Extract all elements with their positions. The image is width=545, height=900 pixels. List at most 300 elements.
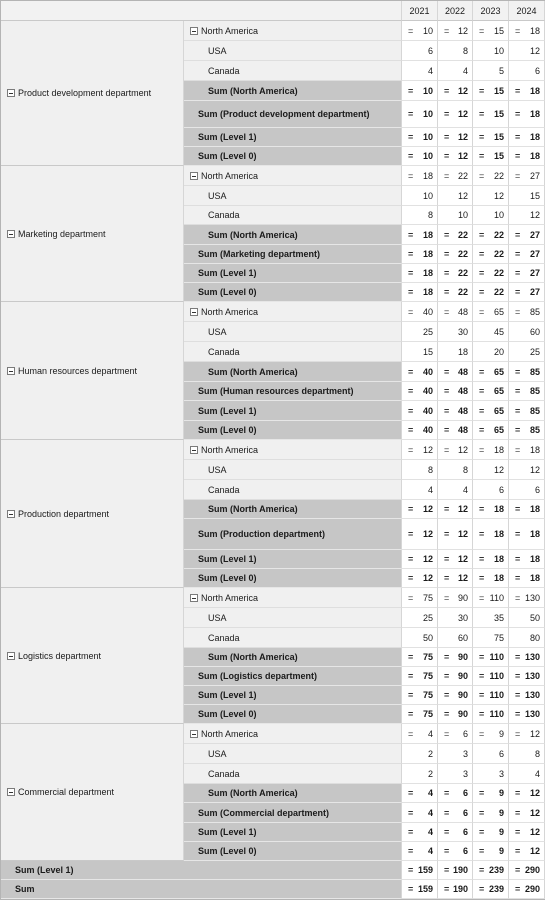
equals-mark: =	[479, 865, 485, 875]
department-header[interactable]	[1, 302, 184, 440]
sum-dept-label: Sum (Marketing department)	[198, 249, 321, 259]
equals-mark: =	[444, 788, 450, 798]
cell-value: 9	[498, 846, 504, 856]
equals-mark: =	[515, 573, 521, 583]
sum-region-value-cell	[473, 81, 509, 101]
collapse-icon[interactable]	[7, 788, 15, 796]
sum-l1-row-label	[184, 128, 402, 147]
sum-dept-value-cell	[473, 803, 509, 823]
equals-mark: =	[515, 85, 521, 96]
sum-dept-value-cell	[402, 382, 438, 401]
grand-total-text: Sum (Level 1)	[15, 865, 74, 875]
equals-mark: =	[444, 386, 450, 396]
sum-dept-value-cell	[402, 667, 438, 686]
sum-l1-value-cell	[402, 128, 438, 147]
sum-l0-value-cell	[473, 283, 509, 302]
sum-l1-value-cell	[402, 823, 438, 842]
sum-region-row-label	[184, 81, 402, 101]
sum-l0-label: Sum (Level 0)	[198, 573, 257, 583]
sum-l1-label: Sum (Level 1)	[198, 268, 257, 278]
sum-dept-value-cell	[402, 519, 438, 550]
cell-value: 18	[529, 504, 540, 514]
sum-dept-value-cell	[509, 519, 545, 550]
cell-value: 190	[452, 865, 468, 875]
equals-mark: =	[444, 425, 450, 435]
region-value-cell	[438, 302, 473, 322]
cell-value: 27	[529, 268, 540, 278]
cell-value: 12	[457, 151, 468, 161]
sum-l0-value-cell	[473, 147, 509, 166]
sum-dept-label: Sum (Product development department)	[198, 109, 370, 119]
equals-mark: =	[515, 287, 521, 297]
sum-dept-label: Sum (Human resources department)	[198, 386, 354, 396]
country-value-cell	[438, 206, 473, 225]
equals-mark: =	[479, 170, 485, 181]
country-value-cell	[509, 342, 545, 362]
equals-mark: =	[444, 529, 450, 539]
cell-value: 110	[489, 652, 504, 662]
cell-value: 3	[462, 768, 468, 779]
sum-l0-label: Sum (Level 0)	[198, 709, 257, 719]
cell-value: 18	[422, 268, 433, 278]
department-header[interactable]	[1, 21, 184, 166]
cell-value: 90	[457, 671, 468, 681]
cell-value: 18	[457, 346, 468, 357]
country-row-label	[184, 206, 402, 225]
sum-region-value-cell	[509, 784, 545, 803]
equals-mark: =	[408, 807, 414, 818]
equals-mark: =	[515, 865, 521, 875]
sum-l0-row-label	[184, 421, 402, 440]
cell-value: 75	[493, 632, 504, 643]
equals-mark: =	[408, 728, 414, 739]
sum-region-value-cell	[402, 500, 438, 519]
column-header-label: 2021	[409, 5, 430, 16]
sum-l1-value-cell	[509, 128, 545, 147]
sum-l0-value-cell	[509, 569, 545, 588]
equals-mark: =	[479, 690, 485, 700]
equals-mark: =	[515, 728, 521, 739]
sum-l1-value-cell	[473, 550, 509, 569]
sum-l0-value-cell	[438, 705, 473, 724]
sum-dept-value-cell	[509, 803, 545, 823]
country-label: Canada	[208, 65, 240, 76]
equals-mark: =	[444, 846, 450, 856]
region-value-cell	[402, 724, 438, 744]
grand-total-label	[1, 880, 402, 899]
cell-value: 4	[462, 484, 468, 495]
cell-value: 48	[457, 425, 468, 435]
cell-value: 12	[457, 444, 468, 455]
equals-mark: =	[479, 846, 485, 856]
cell-value: 75	[422, 671, 433, 681]
grand-total-value-cell	[438, 861, 473, 880]
sum-l0-label: Sum (Level 0)	[198, 425, 257, 435]
region-value-cell	[473, 440, 509, 460]
cell-value: 12	[422, 529, 433, 539]
cell-value: 18	[493, 504, 504, 514]
equals-mark: =	[444, 884, 450, 894]
cell-value: 75	[422, 592, 433, 603]
cell-value: 8	[462, 464, 468, 475]
collapse-icon[interactable]	[190, 446, 198, 454]
collapse-icon[interactable]	[7, 230, 15, 238]
country-row-label	[184, 744, 402, 764]
equals-mark: =	[444, 229, 450, 240]
equals-mark: =	[479, 554, 485, 564]
sum-region-value-cell	[438, 784, 473, 803]
cell-value: 22	[493, 249, 504, 259]
equals-mark: =	[515, 306, 521, 317]
sum-dept-value-cell	[509, 382, 545, 401]
equals-mark: =	[515, 884, 521, 894]
sum-l0-label: Sum (Level 0)	[198, 287, 257, 297]
country-label: USA	[208, 464, 227, 475]
cell-value: 159	[417, 884, 433, 894]
grand-total-value-cell	[473, 880, 509, 899]
sum-dept-value-cell	[438, 519, 473, 550]
cell-value: 190	[452, 884, 468, 894]
sum-l1-value-cell	[509, 686, 545, 705]
cell-value: 90	[457, 652, 468, 662]
cell-value: 18	[529, 132, 540, 142]
sum-l1-value-cell	[402, 550, 438, 569]
cell-value: 4	[427, 827, 433, 837]
equals-mark: =	[479, 405, 485, 416]
grand-total-text: Sum	[15, 884, 35, 894]
cell-value: 22	[457, 170, 468, 181]
collapse-icon[interactable]	[190, 594, 198, 602]
cell-value: 18	[529, 25, 540, 36]
equals-mark: =	[479, 529, 485, 539]
sum-region-value-cell	[438, 500, 473, 519]
grand-total-label	[1, 861, 402, 880]
sum-dept-value-cell	[438, 101, 473, 128]
cell-value: 10	[493, 210, 504, 220]
region-label: North America	[201, 170, 259, 181]
cell-value: 40	[422, 386, 433, 396]
equals-mark: =	[515, 425, 521, 435]
collapse-icon[interactable]	[190, 172, 198, 180]
sum-region-label: Sum (North America)	[208, 652, 298, 662]
equals-mark: =	[479, 151, 485, 161]
cell-value: 12	[457, 132, 468, 142]
sum-l0-row-label	[184, 283, 402, 302]
equals-mark: =	[408, 170, 414, 181]
sum-l0-row-label	[184, 569, 402, 588]
country-label: USA	[208, 612, 227, 623]
cell-value: 12	[529, 210, 540, 220]
equals-mark: =	[408, 690, 414, 700]
cell-value: 40	[422, 405, 433, 416]
cell-value: 18	[493, 444, 504, 455]
department-header[interactable]	[1, 166, 184, 302]
cell-value: 3	[462, 748, 468, 759]
sum-dept-value-cell	[438, 245, 473, 264]
cell-value: 239	[488, 884, 504, 894]
country-value-cell	[438, 186, 473, 206]
region-value-cell	[509, 166, 545, 186]
sum-l1-value-cell	[473, 686, 509, 705]
department-label: Production department	[18, 508, 110, 519]
equals-mark: =	[408, 573, 414, 583]
equals-mark: =	[408, 229, 414, 240]
region-row-label[interactable]	[184, 302, 402, 322]
cell-value: 85	[529, 306, 540, 317]
cell-value: 12	[457, 85, 468, 96]
equals-mark: =	[515, 109, 521, 119]
region-value-cell	[509, 21, 545, 41]
equals-mark: =	[515, 652, 521, 662]
region-value-cell	[473, 21, 509, 41]
sum-l1-value-cell	[473, 823, 509, 842]
country-label: USA	[208, 326, 227, 337]
region-label: North America	[201, 444, 259, 455]
collapse-icon[interactable]	[7, 89, 15, 97]
grand-total-value-cell	[438, 880, 473, 899]
country-value-cell	[473, 186, 509, 206]
country-value-cell	[402, 628, 438, 648]
sum-l0-value-cell	[473, 421, 509, 440]
country-value-cell	[438, 61, 473, 81]
sum-l0-label: Sum (Level 0)	[198, 846, 257, 856]
equals-mark: =	[515, 386, 521, 396]
country-label: Canada	[208, 210, 240, 220]
sum-region-row-label	[184, 500, 402, 519]
region-value-cell	[402, 588, 438, 608]
region-row-label[interactable]	[184, 440, 402, 460]
cell-value: 8	[427, 210, 433, 220]
equals-mark: =	[408, 287, 414, 297]
cell-value: 25	[422, 612, 433, 623]
collapse-icon[interactable]	[7, 367, 15, 375]
equals-mark: =	[515, 846, 521, 856]
sum-dept-value-cell	[438, 803, 473, 823]
cell-value: 27	[529, 287, 540, 297]
sum-l1-value-cell	[509, 550, 545, 569]
cell-value: 18	[529, 444, 540, 455]
region-value-cell	[438, 21, 473, 41]
equals-mark: =	[408, 306, 414, 317]
column-header-2021[interactable]	[402, 1, 438, 21]
region-row-label[interactable]	[184, 21, 402, 41]
country-row-label	[184, 342, 402, 362]
cell-value: 12	[457, 573, 468, 583]
sum-l1-value-cell	[509, 401, 545, 421]
equals-mark: =	[515, 690, 521, 700]
cell-value: 12	[493, 464, 504, 475]
equals-mark: =	[444, 306, 450, 317]
country-value-cell	[509, 628, 545, 648]
equals-mark: =	[515, 504, 521, 514]
sum-dept-value-cell	[473, 245, 509, 264]
sum-l1-value-cell	[509, 823, 545, 842]
cell-value: 15	[529, 190, 540, 201]
cell-value: 12	[529, 846, 540, 856]
department-header[interactable]	[1, 440, 184, 588]
cell-value: 65	[493, 425, 504, 435]
cell-value: 9	[498, 728, 504, 739]
country-value-cell	[402, 342, 438, 362]
cell-value: 25	[529, 346, 540, 357]
sum-region-value-cell	[402, 784, 438, 803]
sum-dept-row-label	[184, 803, 402, 823]
cell-value: 48	[457, 405, 468, 416]
sum-l0-value-cell	[438, 147, 473, 166]
sum-l0-value-cell	[402, 842, 438, 861]
sum-l0-value-cell	[509, 705, 545, 724]
department-header[interactable]	[1, 588, 184, 724]
equals-mark: =	[515, 132, 521, 142]
equals-mark: =	[479, 728, 485, 739]
cell-value: 80	[529, 632, 540, 643]
collapse-icon[interactable]	[190, 730, 198, 738]
region-value-cell	[509, 440, 545, 460]
cell-value: 12	[422, 504, 433, 514]
country-value-cell	[509, 61, 545, 81]
equals-mark: =	[444, 287, 450, 297]
cell-value: 130	[524, 592, 540, 603]
cell-value: 60	[457, 632, 468, 643]
cell-value: 65	[493, 306, 504, 317]
department-header[interactable]	[1, 724, 184, 861]
collapse-icon[interactable]	[190, 308, 198, 316]
sum-dept-value-cell	[438, 382, 473, 401]
country-value-cell	[473, 322, 509, 342]
equals-mark: =	[444, 709, 450, 719]
column-header-2023[interactable]	[473, 1, 509, 21]
cell-value: 48	[457, 306, 468, 317]
cell-value: 12	[457, 25, 468, 36]
cell-value: 130	[524, 690, 540, 700]
cell-value: 6	[462, 788, 468, 798]
equals-mark: =	[444, 728, 450, 739]
country-value-cell	[473, 61, 509, 81]
equals-mark: =	[444, 671, 450, 681]
equals-mark: =	[408, 504, 414, 514]
equals-mark: =	[479, 788, 485, 798]
department-label: Commercial department	[18, 787, 115, 797]
region-label: North America	[201, 25, 259, 36]
cell-value: 10	[422, 25, 433, 36]
equals-mark: =	[408, 249, 414, 259]
equals-mark: =	[479, 25, 485, 36]
sum-dept-value-cell	[438, 667, 473, 686]
cell-value: 6	[427, 45, 433, 56]
equals-mark: =	[479, 573, 485, 583]
equals-mark: =	[408, 529, 414, 539]
cell-value: 18	[529, 109, 540, 119]
region-row-label[interactable]	[184, 166, 402, 186]
region-row-label[interactable]	[184, 588, 402, 608]
equals-mark: =	[515, 671, 521, 681]
grand-total-value-cell	[509, 861, 545, 880]
cell-value: 12	[422, 573, 433, 583]
equals-mark: =	[408, 25, 414, 36]
country-row-label	[184, 186, 402, 206]
cell-value: 65	[493, 366, 504, 377]
cell-value: 85	[529, 366, 540, 377]
collapse-icon[interactable]	[190, 27, 198, 35]
equals-mark: =	[479, 652, 485, 662]
equals-mark: =	[408, 846, 414, 856]
sum-l1-label: Sum (Level 1)	[198, 405, 257, 416]
equals-mark: =	[444, 132, 450, 142]
country-value-cell	[509, 608, 545, 628]
department-label: Human resources department	[18, 365, 138, 376]
sum-region-value-cell	[438, 81, 473, 101]
sum-l1-value-cell	[438, 550, 473, 569]
column-header-label: 2022	[444, 5, 466, 16]
country-row-label	[184, 628, 402, 648]
sum-region-row-label	[184, 784, 402, 803]
sum-l0-value-cell	[402, 569, 438, 588]
equals-mark: =	[408, 444, 414, 455]
country-value-cell	[509, 322, 545, 342]
country-row-label	[184, 608, 402, 628]
cell-value: 10	[422, 109, 433, 119]
sum-l1-value-cell	[473, 401, 509, 421]
header-corner	[1, 1, 402, 21]
cell-value: 50	[422, 632, 433, 643]
column-header-2024[interactable]	[509, 1, 545, 21]
equals-mark: =	[444, 504, 450, 514]
region-value-cell	[438, 440, 473, 460]
sum-l1-value-cell	[473, 264, 509, 283]
cell-value: 48	[457, 366, 468, 377]
country-value-cell	[509, 460, 545, 480]
region-row-label[interactable]	[184, 724, 402, 744]
country-value-cell	[402, 608, 438, 628]
sum-l1-value-cell	[509, 264, 545, 283]
cell-value: 18	[529, 529, 540, 539]
equals-mark: =	[408, 865, 414, 875]
equals-mark: =	[408, 386, 414, 396]
sum-l0-value-cell	[438, 283, 473, 302]
region-value-cell	[402, 21, 438, 41]
cell-value: 4	[462, 65, 468, 76]
sum-l1-row-label	[184, 264, 402, 283]
equals-mark: =	[408, 827, 414, 837]
region-value-cell	[509, 724, 545, 744]
country-label: Canada	[208, 484, 240, 495]
cell-value: 22	[493, 229, 504, 240]
cell-value: 10	[493, 45, 504, 56]
sum-region-value-cell	[438, 225, 473, 245]
cell-value: 18	[493, 573, 504, 583]
sum-l0-value-cell	[438, 842, 473, 861]
sum-region-label: Sum (North America)	[208, 229, 298, 240]
equals-mark: =	[479, 827, 485, 837]
cell-value: 8	[534, 748, 540, 759]
collapse-icon[interactable]	[7, 510, 15, 518]
region-value-cell	[402, 440, 438, 460]
cell-value: 8	[462, 45, 468, 56]
cell-value: 12	[529, 788, 540, 798]
column-header-2022[interactable]	[438, 1, 473, 21]
sum-l1-label: Sum (Level 1)	[198, 827, 257, 837]
equals-mark: =	[479, 109, 485, 119]
country-value-cell	[402, 460, 438, 480]
country-value-cell	[402, 480, 438, 500]
cell-value: 27	[529, 249, 540, 259]
country-value-cell	[509, 764, 545, 784]
collapse-icon[interactable]	[7, 652, 15, 660]
country-value-cell	[402, 61, 438, 81]
sum-l1-label: Sum (Level 1)	[198, 690, 257, 700]
equals-mark: =	[408, 151, 414, 161]
equals-mark: =	[444, 690, 450, 700]
